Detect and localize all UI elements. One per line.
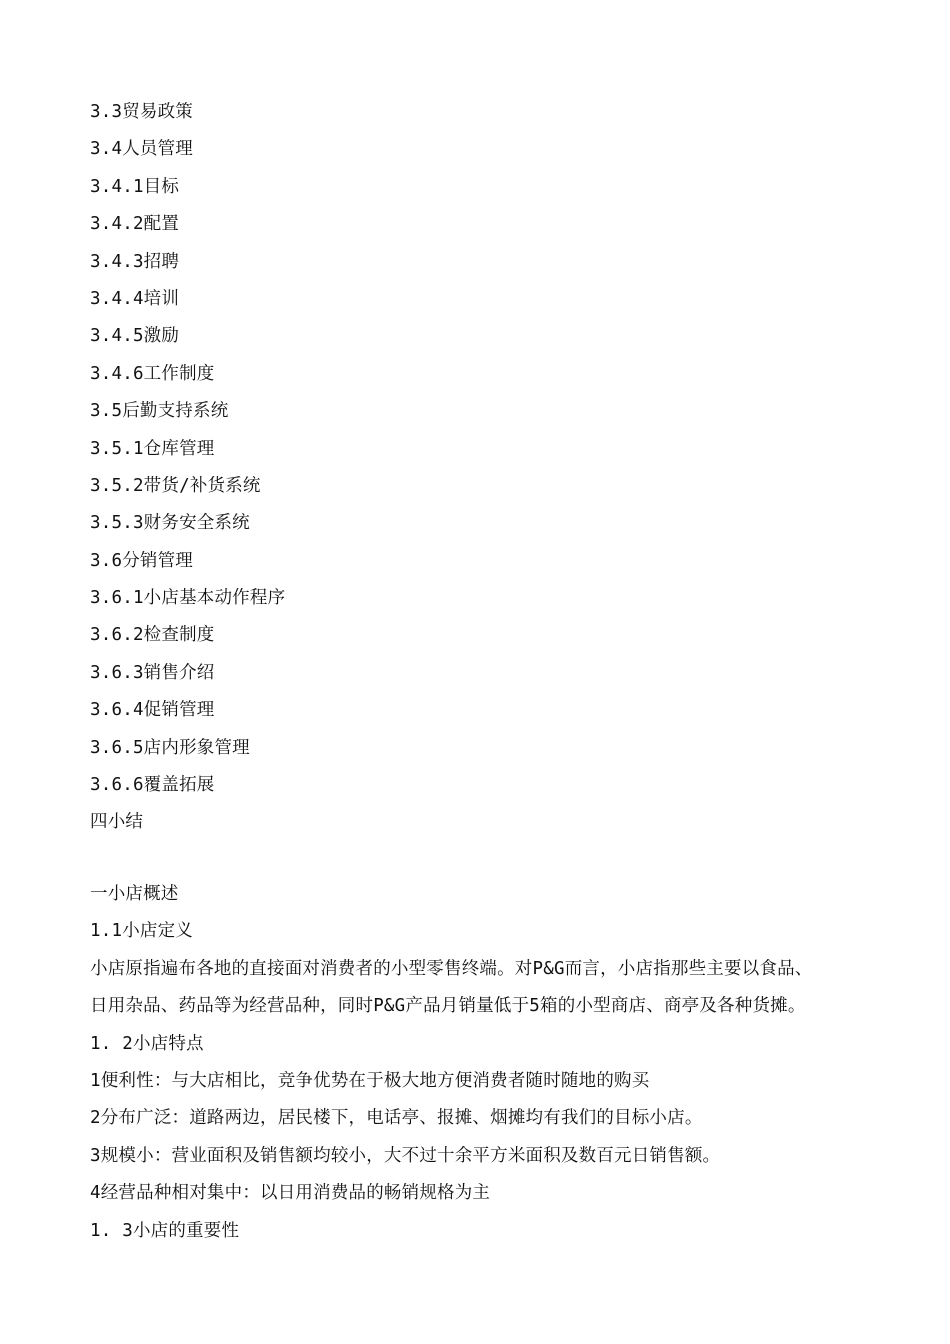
subsection-title-definition: 1.1小店定义 xyxy=(90,921,194,942)
toc-item: 3.6.4促销管理 xyxy=(90,700,215,721)
toc-item: 3.4.6工作制度 xyxy=(90,363,215,384)
section-heading: 一小店概述 xyxy=(90,884,179,904)
toc-item: 3.5.3财务安全系统 xyxy=(90,513,250,534)
feature-point: 2分布广泛：道路两边，居民楼下，电话亭、报摊、烟摊均有我们的目标小店。 xyxy=(90,1108,703,1129)
definition-paragraph-line: 小店原指遍布各地的直接面对消费者的小型零售终端。对P&G而言，小店指那些主要以食品、 xyxy=(90,958,813,979)
toc-item: 3.6.6覆盖拓展 xyxy=(90,775,215,796)
toc-item: 3.4人员管理 xyxy=(90,139,194,160)
toc-item: 3.5后勤支持系统 xyxy=(90,401,229,422)
toc-item: 3.6分销管理 xyxy=(90,550,194,571)
toc-item: 3.6.5店内形象管理 xyxy=(90,737,250,758)
feature-point: 3规模小：营业面积及销售额均较小，大不过十余平方米面积及数百元日销售额。 xyxy=(90,1145,721,1166)
section-overview xyxy=(90,876,880,1250)
toc-item: 3.3贸易政策 xyxy=(90,102,194,122)
toc-item: 3.6.2检查制度 xyxy=(90,625,215,646)
feature-point: 1便利性：与大店相比，竞争优势在于极大地方便消费者随时随地的购买 xyxy=(90,1070,650,1091)
subsection-title-importance: 1. 3小店的重要性 xyxy=(90,1220,240,1241)
toc-item: 3.6.1小店基本动作程序 xyxy=(90,588,286,609)
toc-item: 3.4.3招聘 xyxy=(90,251,180,272)
toc-item: 3.5.1仓库管理 xyxy=(90,438,215,459)
feature-point: 4经营品种相对集中：以日用消费品的畅销规格为主 xyxy=(90,1183,491,1204)
toc-item: 3.4.4培训 xyxy=(90,288,180,309)
table-of-contents xyxy=(90,94,285,842)
toc-item: 3.4.1目标 xyxy=(90,176,180,197)
subsection-title-features: 1. 2小店特点 xyxy=(90,1033,204,1054)
toc-item: 四小结 xyxy=(90,812,144,833)
toc-item: 3.6.3销售介绍 xyxy=(90,662,215,683)
toc-item: 3.4.5激励 xyxy=(90,326,180,347)
definition-paragraph-line: 日用杂品、药品等为经营品种，同时P&G产品月销量低于5箱的小型商店、商亭及各种货摊。 xyxy=(90,996,806,1017)
toc-item: 3.4.2配置 xyxy=(90,214,180,235)
toc-item: 3.5.2带货/补货系统 xyxy=(90,475,261,496)
